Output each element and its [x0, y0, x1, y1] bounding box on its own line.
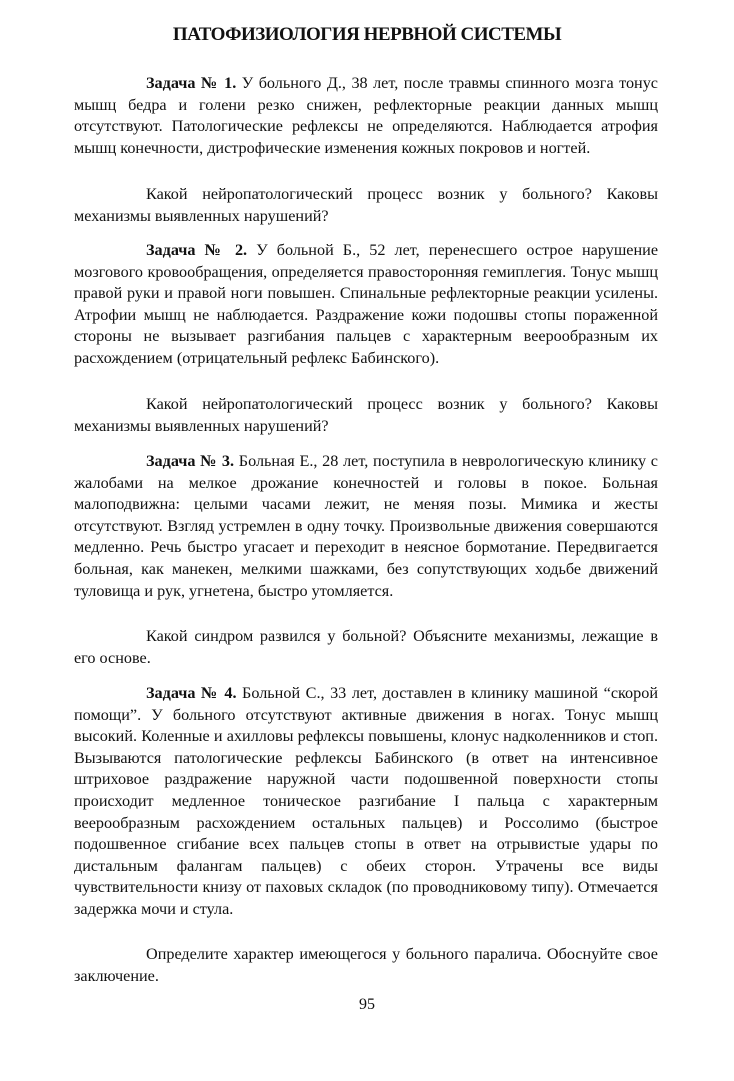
task-3: [74, 451, 658, 602]
task-2: [74, 240, 658, 370]
task-1: [74, 73, 658, 159]
page-number: 95: [359, 996, 375, 1013]
task-3-label: Задача № 3.: [146, 452, 235, 470]
task-1-label: Задача № 1.: [146, 74, 237, 92]
task-1-question: Какой нейропатологический процесс возник у больного? Каковы механизмы выявленных нарушений?: [74, 185, 658, 225]
task-4-text: Больной С., 33 лет, доставлен в клинику машиной “скорой помощи”. У больного отсутствуют активные движения в ногах. Тонус мышц высокий. Коленные и ахилловы рефлексы повышены, клонус надколенников и стоп. Вызываются патологические рефлексы Бабинского (в ответ на интенсивное штриховое раздражение наружной части подошвенной поверхности стопы происходит медленное тоническое разгибание I пальца с характерным веерообразным расхождением остальных пальцев) и Россолимо (быстрое подошвенное сгибание всех пальцев стопы в ответ на отрывистые удары по дистальным фалангам пальцев) с обеих сторон. Утрачены все виды чувствительности книзу от паховых складок (по проводниковому типу). Отмечается задержка мочи и стула.: [74, 684, 658, 918]
task-4-label: Задача № 4.: [146, 684, 237, 702]
task-2-question: Какой нейропатологический процесс возник у больного? Каковы механизмы выявленных нарушений?: [74, 395, 658, 435]
task-3-text: Больная Е., 28 лет, поступила в неврологическую клинику с жалобами на мелкое дрожание конечностей и головы в покое. Больная малоподвижна: целыми часами лежит, не меняя позы. Мимика и жесты отсутствуют. Взгляд устремлен в одну точку. Произвольные движения совершаются медленно. Речь быстро угасает и переходит в неясное бормотание. Передвигается больная, как манекен, мелкими шажками, без сопутствующих ходьбе движений туловища и рук, угнетена, быстро утомляется.: [74, 452, 658, 600]
task-1-text: У больного Д., 38 лет, после травмы спинного мозга тонус мышц бедра и голени резко снижен, рефлекторные реакции данных мышц отсутствуют. Патологические рефлексы не определяются. Наблюдается атрофия мышц конечности, дистрофические изменения кожных покровов и ногтей.: [74, 74, 658, 157]
task-4: [74, 683, 658, 921]
task-2-label: Задача № 2.: [146, 241, 248, 259]
page-title: ПАТОФИЗИОЛОГИЯ НЕРВНОЙ СИСТЕМЫ: [172, 24, 562, 45]
task-2-text: У больной Б., 52 лет, перенесшего острое нарушение мозгового кровообращения, определяется правосторонняя гемиплегия. Тонус мышц правой руки и правой ноги повышен. Спинальные рефлекторные реакции усилены. Атрофии мышц не наблюдается. Раздражение кожи подошвы стопы пораженной стороны не вызывает разгибания пальцев с характерным веерообразным их расхождением (отрицательный рефлекс Бабинского).: [74, 241, 659, 367]
task-4-question: Определите характер имеющегося у больного паралича. Обоснуйте свое заключение.: [74, 945, 658, 985]
task-3-question: Какой синдром развился у больной? Объясните механизмы, лежащие в его основе.: [74, 627, 658, 667]
